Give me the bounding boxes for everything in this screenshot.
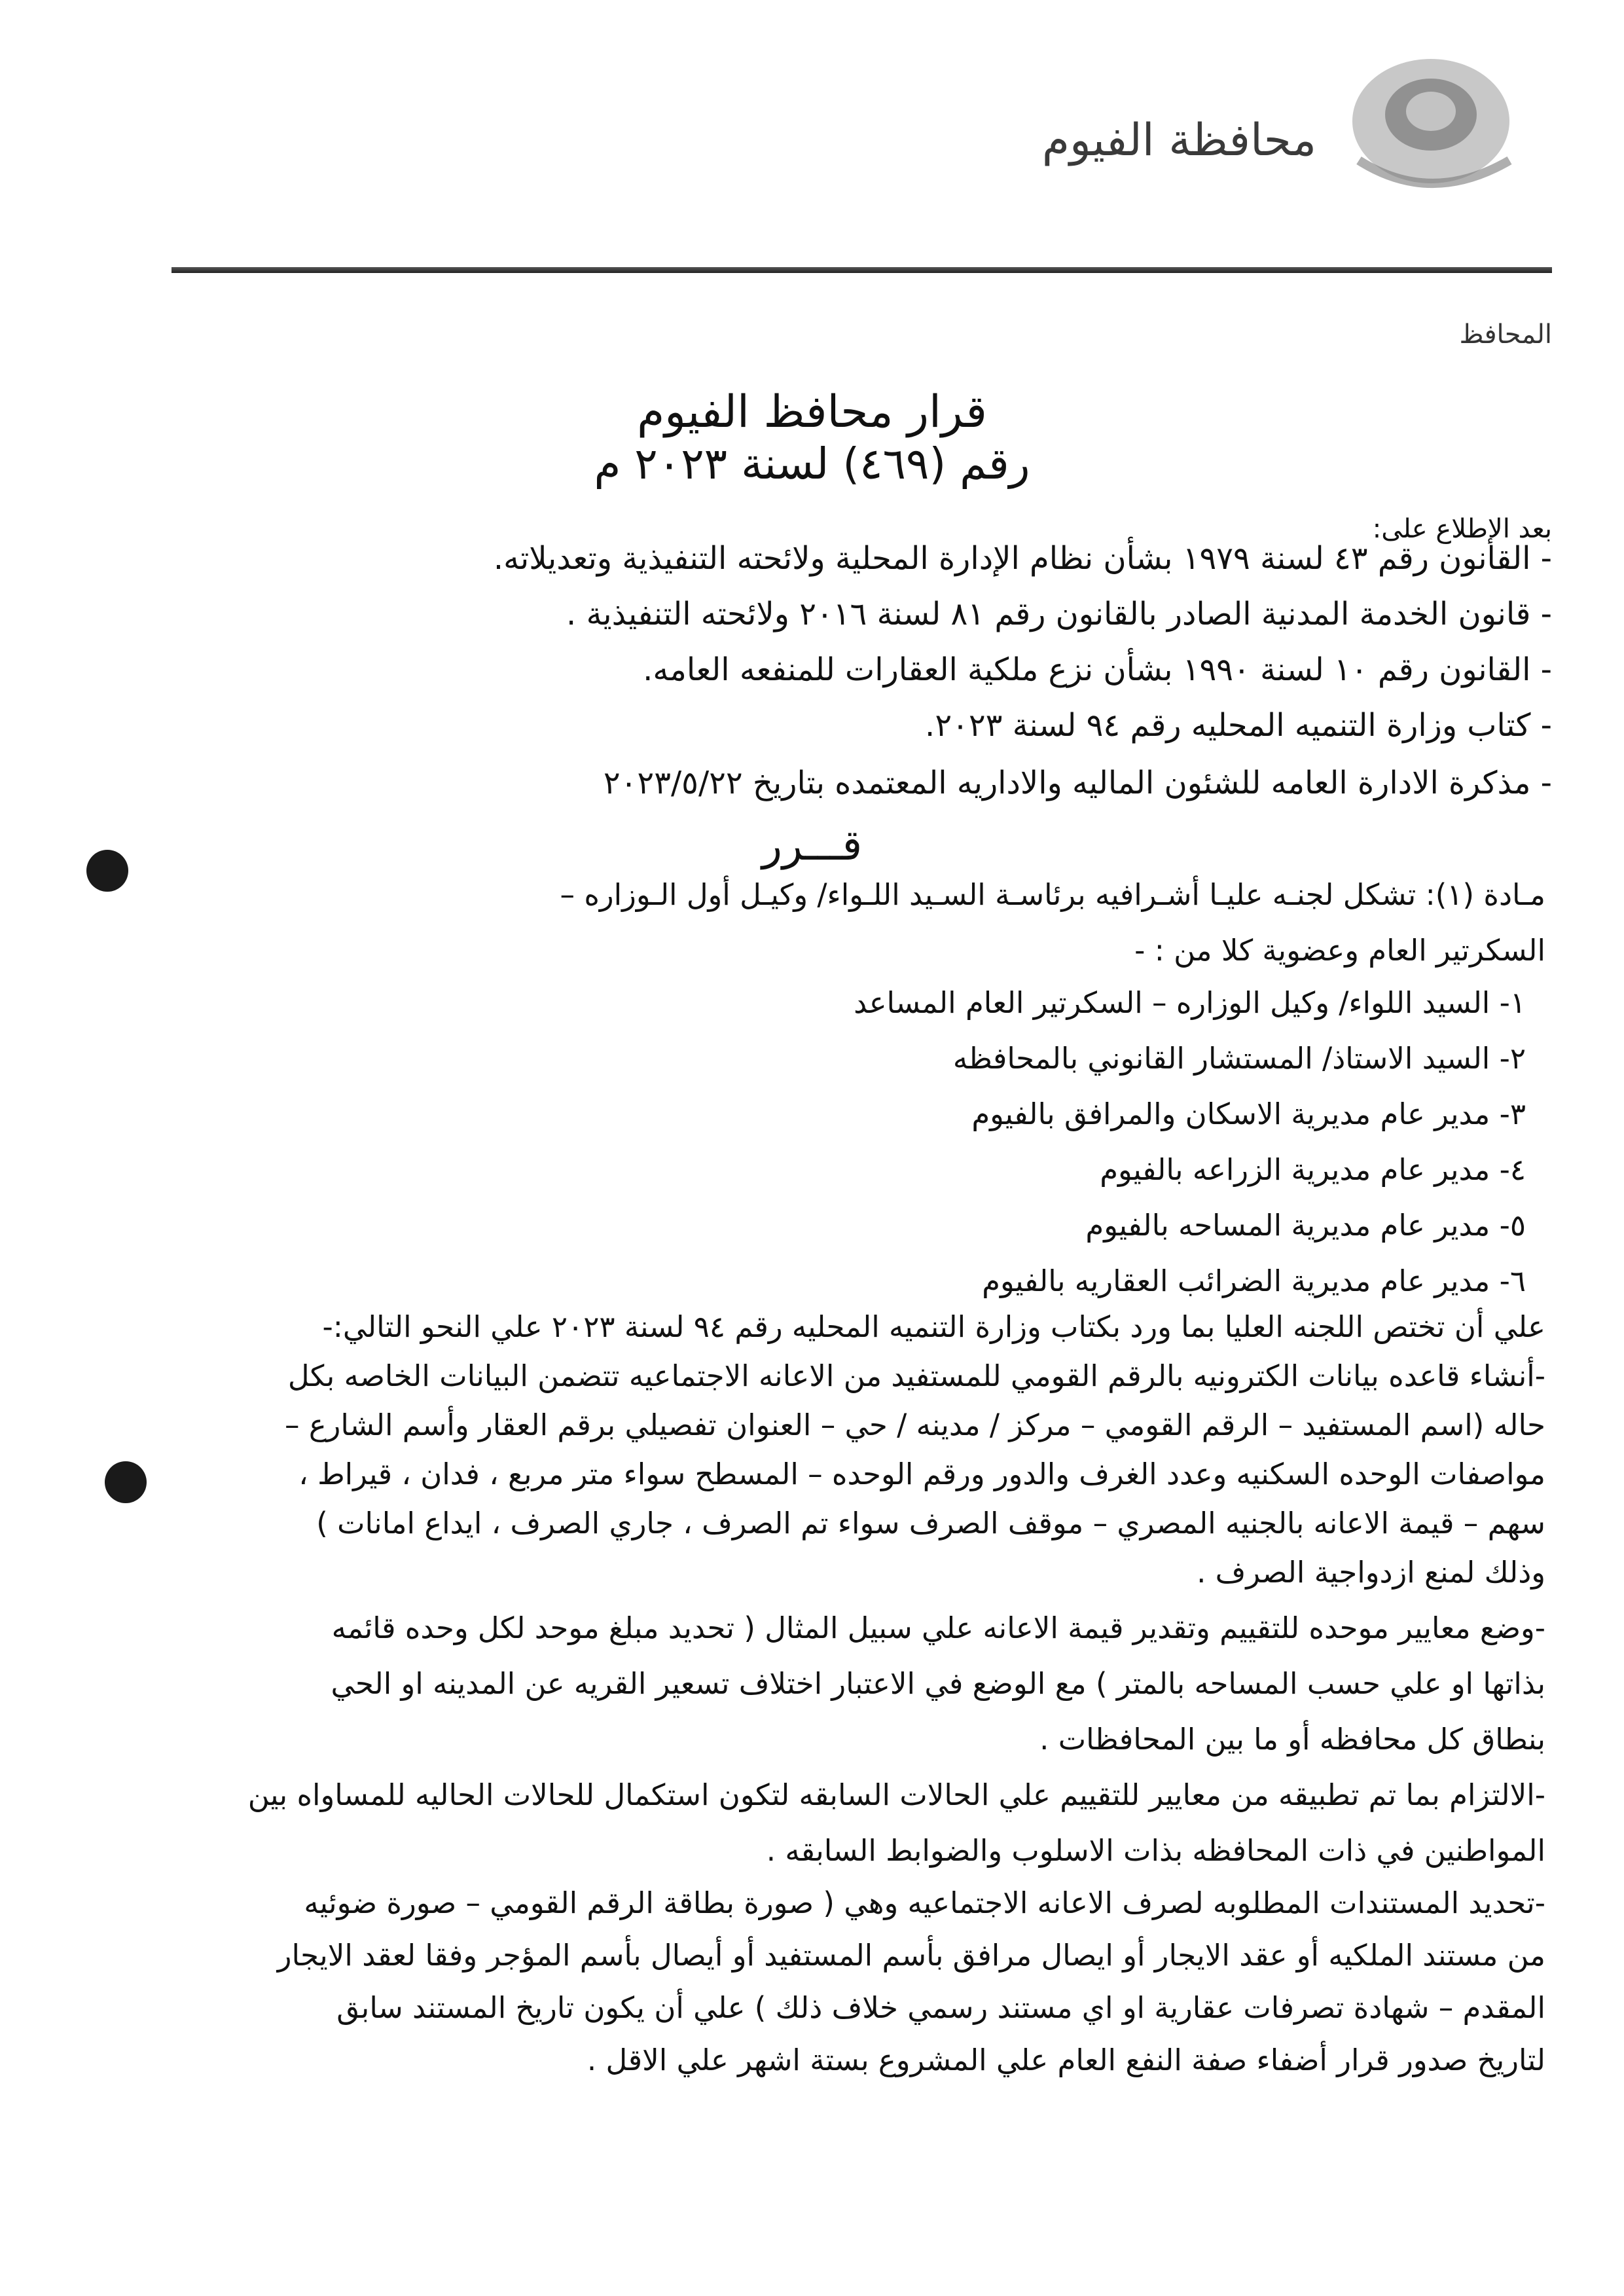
office-label: المحافظ bbox=[1459, 319, 1552, 350]
task-line: علي أن تختص اللجنه العليا بما ورد بكتاب وزارة التنميه المحليه رقم ٩٤ لسنة ٢٠٢٣ علي النحو التالي:- bbox=[322, 1309, 1545, 1344]
task-line: المواطنين في ذات المحافظه بذات الاسلوب والضوابط السابقه . bbox=[766, 1833, 1545, 1868]
task-line: -أنشاء قاعده بيانات الكترونيه بالرقم القومي للمستفيد من الاعانه الاجتماعيه تتضمن البيانات الخاصه بكل bbox=[287, 1358, 1545, 1393]
task-line: مواصفات الوحده السكنيه وعدد الغرف والدور ورقم الوحده – المسطح سواء متر مربع ، فدان ، قيراط ، bbox=[298, 1457, 1545, 1491]
committee-member: ١- السيد اللواء/ وكيل الوزاره – السكرتير العام المساعد bbox=[854, 985, 1526, 1020]
task-line: لتاريخ صدور قرار أضفاء صفة النفع العام علي المشروع بستة اشهر علي الاقل . bbox=[586, 2043, 1545, 2077]
task-line: -وضع معايير موحده للتقييم وتقدير قيمة الاعانه علي سبيل المثال ( تحديد مبلغ موحد لكل وحده قائمه bbox=[331, 1611, 1545, 1645]
committee-member: ٤- مدير عام مديرية الزراعه بالفيوم bbox=[1100, 1152, 1526, 1187]
task-line: من مستند الملكيه أو عقد الايجار أو ايصال مرافق بأسم المستفيد أو أيصال بأسم المؤجر وفقا لعقد الايجار bbox=[277, 1938, 1545, 1973]
reference-line: - مذكرة الادارة العامه للشئون الماليه والاداريه المعتمده بتاريخ ٢٠٢٣/٥/٢٢ bbox=[603, 765, 1552, 801]
committee-member: ٦- مدير عام مديرية الضرائب العقاريه بالفيوم bbox=[982, 1264, 1526, 1298]
governorate-name: محافظة الفيوم bbox=[1041, 115, 1316, 166]
decree-title: قرار محافظ الفيوم bbox=[637, 386, 987, 438]
preamble: بعد الإطلاع على: bbox=[1372, 514, 1552, 544]
reference-line: - قانون الخدمة المدنية الصادر بالقانون رقم ٨١ لسنة ٢٠١٦ ولائحته التنفيذية . bbox=[566, 596, 1552, 632]
committee-member: ٢- السيد الاستاذ/ المستشار القانوني بالمحافظه bbox=[952, 1041, 1526, 1076]
task-line: -الالتزام بما تم تطبيقه من معايير للتقييم علي الحالات السابقه لتكون استكمال للحالات الحاليه للمساواه بين bbox=[247, 1777, 1545, 1812]
task-line: بنطاق كل محافظه أو ما بين المحافظات . bbox=[1039, 1722, 1545, 1757]
reference-line: - القانون رقم ١٠ لسنة ١٩٩٠ بشأن نزع ملكية العقارات للمنفعه العامه. bbox=[643, 651, 1552, 688]
committee-member: ٥- مدير عام مديرية المساحه بالفيوم bbox=[1085, 1208, 1526, 1243]
task-line: وذلك لمنع ازدواجية الصرف . bbox=[1197, 1555, 1545, 1590]
task-line: -تحديد المستندات المطلوبه لصرف الاعانه الاجتماعيه وهي ( صورة بطاقة الرقم القومي – صورة ضوئيه bbox=[304, 1886, 1545, 1920]
header-divider bbox=[171, 267, 1552, 273]
task-line: المقدم – شهادة تصرفات عقارية او اي مستند رسمي خلاف ذلك ) علي أن يكون تاريخ المستند سابق bbox=[336, 1990, 1545, 2025]
punch-hole bbox=[86, 850, 128, 892]
article-1-text: مـادة (١): تشكل لجنـه عليـا أشـرافيه برئاسـة السـيد اللـواء/ وكيـل أول الـوزاره – bbox=[560, 877, 1545, 912]
punch-hole bbox=[105, 1461, 147, 1503]
reference-line: - كتاب وزارة التنميه المحليه رقم ٩٤ لسنة ٢٠٢٣. bbox=[925, 707, 1552, 744]
task-line: بذاتها او علي حسب المساحه بالمتر ) مع الوضع في الاعتبار اختلاف تسعير القريه عن المدينه او الحي bbox=[331, 1666, 1545, 1701]
decree-number: رقم (٤٦٩) لسنة ٢٠٢٣ م bbox=[594, 439, 1030, 489]
decided-heading: قـــرر bbox=[761, 822, 863, 870]
reference-line: - القانون رقم ٤٣ لسنة ١٩٧٩ بشأن نظام الإدارة المحلية ولائحته التنفيذية وتعديلاته. bbox=[493, 540, 1552, 577]
task-line: حاله (اسم المستفيد – الرقم القومي – مركز / مدينه / حي – العنوان تفصيلي برقم العقار وأسم الشارع – bbox=[285, 1408, 1545, 1442]
article-1-text: السكرتير العام وعضوية كلا من : - bbox=[1134, 933, 1545, 968]
committee-member: ٣- مدير عام مديرية الاسكان والمرافق بالفيوم bbox=[971, 1097, 1526, 1131]
task-line: سهم – قيمة الاعانه بالجنيه المصري – موقف الصرف سواء تم الصرف ، جاري الصرف ، ايداع امانات ) bbox=[316, 1506, 1545, 1540]
governorate-seal-stamp bbox=[1333, 49, 1529, 206]
